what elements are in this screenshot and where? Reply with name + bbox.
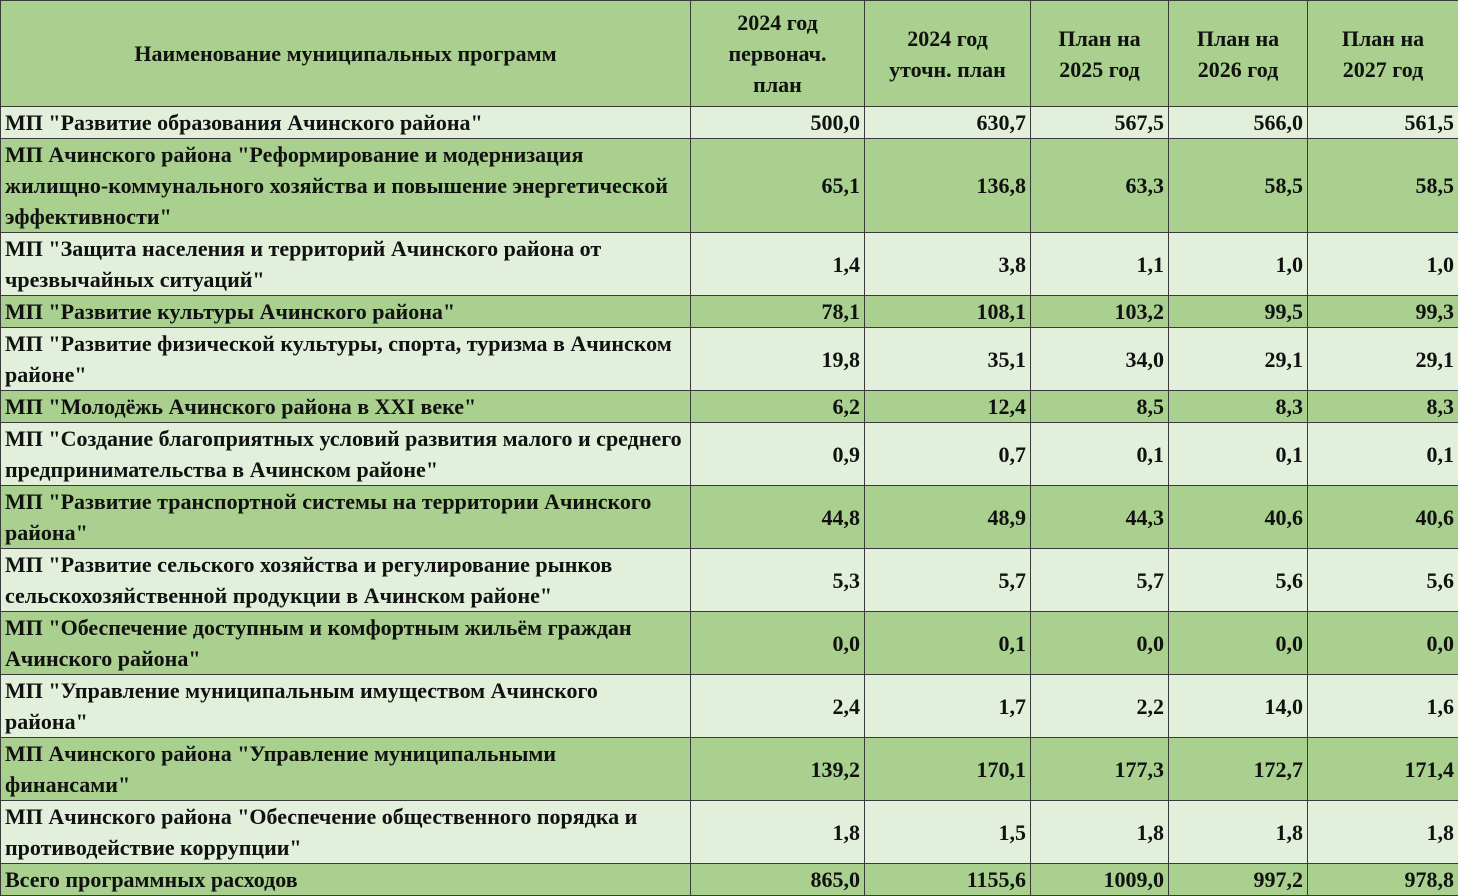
value-2024-initial: 19,8 [691, 328, 865, 391]
value-2025: 5,7 [1031, 549, 1169, 612]
total-row [1, 864, 1458, 896]
value-2024-revised: 0,1 [865, 612, 1031, 675]
table-row [1, 675, 1458, 738]
value-2026: 8,3 [1169, 391, 1308, 423]
value-2024-initial: 44,8 [691, 486, 865, 549]
value-2026: 1,0 [1169, 233, 1308, 296]
header-2024-revised-plan: 2024 год уточн. план [865, 1, 1031, 107]
table-row [1, 549, 1458, 612]
table-row [1, 296, 1458, 328]
program-name: МП "Обеспечение доступным и комфортным жильём граждан Ачинского района" [1, 612, 691, 675]
total-2024-revised: 1155,6 [865, 864, 1031, 896]
value-2026: 0,1 [1169, 423, 1308, 486]
value-2025: 8,5 [1031, 391, 1169, 423]
table-row [1, 738, 1458, 801]
value-2027: 99,3 [1308, 296, 1458, 328]
program-name: МП "Управление муниципальным имуществом Ачинского района" [1, 675, 691, 738]
total-label: Всего программных расходов [1, 864, 691, 896]
table-row [1, 107, 1458, 139]
total-2026: 997,2 [1169, 864, 1308, 896]
value-2026: 14,0 [1169, 675, 1308, 738]
value-2025: 44,3 [1031, 486, 1169, 549]
table-row [1, 801, 1458, 864]
value-2024-initial: 1,8 [691, 801, 865, 864]
value-2025: 34,0 [1031, 328, 1169, 391]
value-2025: 177,3 [1031, 738, 1169, 801]
value-2026: 1,8 [1169, 801, 1308, 864]
value-2027: 58,5 [1308, 139, 1458, 233]
total-2027: 978,8 [1308, 864, 1458, 896]
table-row [1, 612, 1458, 675]
value-2026: 0,0 [1169, 612, 1308, 675]
value-2024-revised: 12,4 [865, 391, 1031, 423]
program-name: МП "Развитие культуры Ачинского района" [1, 296, 691, 328]
table-row [1, 391, 1458, 423]
value-2026: 566,0 [1169, 107, 1308, 139]
value-2025: 0,1 [1031, 423, 1169, 486]
value-2024-initial: 65,1 [691, 139, 865, 233]
header-2024-initial-plan: 2024 год первонач. план [691, 1, 865, 107]
value-2024-initial: 1,4 [691, 233, 865, 296]
value-2027: 5,6 [1308, 549, 1458, 612]
total-2024-initial: 865,0 [691, 864, 865, 896]
program-name: МП Ачинского района "Управление муниципальными финансами" [1, 738, 691, 801]
value-2024-revised: 136,8 [865, 139, 1031, 233]
value-2024-revised: 1,5 [865, 801, 1031, 864]
value-2024-initial: 0,9 [691, 423, 865, 486]
value-2025: 0,0 [1031, 612, 1169, 675]
value-2024-initial: 139,2 [691, 738, 865, 801]
value-2025: 2,2 [1031, 675, 1169, 738]
program-name: МП "Развитие физической культуры, спорта, туризма в Ачинском районе" [1, 328, 691, 391]
program-name: МП "Развитие транспортной системы на территории Ачинского района" [1, 486, 691, 549]
value-2027: 1,0 [1308, 233, 1458, 296]
header-plan-2026: План на 2026 год [1169, 1, 1308, 107]
table-row [1, 139, 1458, 233]
value-2024-revised: 3,8 [865, 233, 1031, 296]
value-2024-revised: 0,7 [865, 423, 1031, 486]
value-2027: 0,1 [1308, 423, 1458, 486]
value-2026: 29,1 [1169, 328, 1308, 391]
program-name: МП "Развитие сельского хозяйства и регулирование рынков сельскохозяйственной продукции в Ачинском районе" [1, 549, 691, 612]
value-2026: 99,5 [1169, 296, 1308, 328]
program-name: МП "Защита населения и территорий Ачинского района от чрезвычайных ситуаций" [1, 233, 691, 296]
value-2026: 5,6 [1169, 549, 1308, 612]
value-2024-initial: 500,0 [691, 107, 865, 139]
value-2024-revised: 630,7 [865, 107, 1031, 139]
program-name: МП "Молодёжь Ачинского района в XXI веке" [1, 391, 691, 423]
value-2025: 1,1 [1031, 233, 1169, 296]
value-2025: 63,3 [1031, 139, 1169, 233]
table-row [1, 233, 1458, 296]
value-2026: 40,6 [1169, 486, 1308, 549]
value-2024-revised: 170,1 [865, 738, 1031, 801]
value-2027: 40,6 [1308, 486, 1458, 549]
value-2024-revised: 48,9 [865, 486, 1031, 549]
value-2025: 103,2 [1031, 296, 1169, 328]
value-2027: 8,3 [1308, 391, 1458, 423]
value-2024-revised: 1,7 [865, 675, 1031, 738]
value-2024-initial: 0,0 [691, 612, 865, 675]
value-2026: 58,5 [1169, 139, 1308, 233]
program-name: МП Ачинского района "Обеспечение общественного порядка и противодействие коррупции" [1, 801, 691, 864]
value-2027: 1,6 [1308, 675, 1458, 738]
header-row [1, 1, 1458, 107]
table-row [1, 328, 1458, 391]
value-2024-initial: 2,4 [691, 675, 865, 738]
header-program-name: Наименование муниципальных программ [1, 1, 691, 107]
value-2024-revised: 108,1 [865, 296, 1031, 328]
header-plan-2027: План на 2027 год [1308, 1, 1458, 107]
program-name: МП Ачинского района "Реформирование и модернизация жилищно-коммунального хозяйства и повышение энергетической эффективности" [1, 139, 691, 233]
program-name: МП "Развитие образования Ачинского района" [1, 107, 691, 139]
program-name: МП "Создание благоприятных условий развития малого и среднего предпринимательства в Ачинском районе" [1, 423, 691, 486]
value-2025: 567,5 [1031, 107, 1169, 139]
table-row [1, 486, 1458, 549]
value-2027: 1,8 [1308, 801, 1458, 864]
value-2025: 1,8 [1031, 801, 1169, 864]
value-2024-initial: 78,1 [691, 296, 865, 328]
value-2026: 172,7 [1169, 738, 1308, 801]
value-2027: 29,1 [1308, 328, 1458, 391]
table-row [1, 423, 1458, 486]
value-2024-initial: 6,2 [691, 391, 865, 423]
value-2024-revised: 35,1 [865, 328, 1031, 391]
value-2027: 0,0 [1308, 612, 1458, 675]
value-2027: 171,4 [1308, 738, 1458, 801]
value-2024-revised: 5,7 [865, 549, 1031, 612]
value-2027: 561,5 [1308, 107, 1458, 139]
value-2024-initial: 5,3 [691, 549, 865, 612]
total-2025: 1009,0 [1031, 864, 1169, 896]
header-plan-2025: План на 2025 год [1031, 1, 1169, 107]
